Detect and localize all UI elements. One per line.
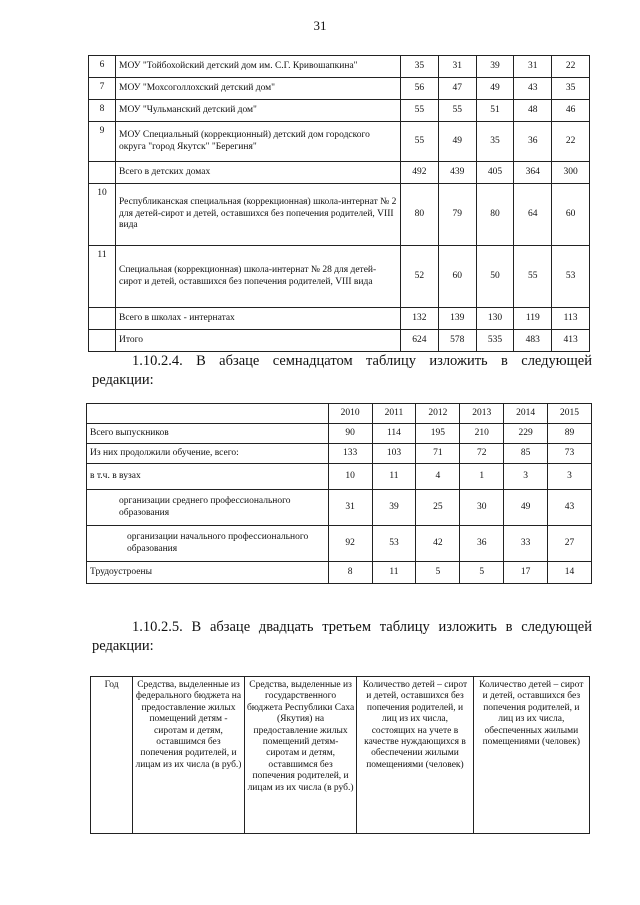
value-cell: 50 [476,246,514,308]
row-label: организации начального профессионального образования [87,526,329,562]
institution-name: Итого [116,330,401,352]
value-cell: 27 [548,526,592,562]
year-header: 2010 [328,404,372,424]
value-cell: 405 [476,162,514,184]
value-cell: 624 [401,330,439,352]
institution-name: Всего в детских домах [116,162,401,184]
row-number [89,162,116,184]
year-header: 2011 [372,404,416,424]
value-cell: 132 [401,308,439,330]
value-cell: 133 [328,444,372,464]
value-cell: 60 [552,184,590,246]
header-empty-cell [87,404,329,424]
row-label: Из них продолжили обучение, всего: [87,444,329,464]
table-row [87,464,592,490]
value-cell: 53 [372,526,416,562]
column-header: Средства, выделенные из государственного бюджета Республики Саха (Якутия) на предоставление жилых помещений детям-сиротам и детям, оставшимся без попечения родителей, и лицам из их числа (в руб.) [244,677,356,834]
table-row [89,100,590,122]
paragraph-1-line-2: редакции: [92,372,154,388]
row-number: 7 [89,78,116,100]
value-cell: 31 [328,490,372,526]
table-row [89,330,590,352]
value-cell: 364 [514,162,552,184]
value-cell: 80 [476,184,514,246]
table-row [89,122,590,162]
value-cell: 11 [372,464,416,490]
row-number: 10 [89,184,116,246]
value-cell: 130 [476,308,514,330]
value-cell: 14 [548,562,592,584]
value-cell: 80 [401,184,439,246]
value-cell: 64 [514,184,552,246]
value-cell: 56 [401,78,439,100]
value-cell: 5 [416,562,460,584]
row-label: Трудоустроены [87,562,329,584]
value-cell: 53 [552,246,590,308]
institution-name: МОУ Специальный (коррекционный) детский дом городского округа "город Якутск" "Берегиня" [116,122,401,162]
value-cell: 114 [372,424,416,444]
column-header: Количество детей – сирот и детей, оставшихся без попечения родителей, и лиц из их числа, состоящих на учете в качестве нуждающихся в обеспечении жилыми помещениями (человек) [357,677,473,834]
paragraph-2-line-1: 1.10.2.5. В абзаце двадцать третьем таблицу изложить в следующей [132,619,592,635]
value-cell: 113 [552,308,590,330]
value-cell: 229 [504,424,548,444]
value-cell: 42 [416,526,460,562]
value-cell: 35 [401,56,439,78]
paragraph-2-line-2: редакции: [92,638,154,654]
value-cell: 79 [438,184,476,246]
value-cell: 195 [416,424,460,444]
value-cell: 48 [514,100,552,122]
row-label: в т.ч. в вузах [87,464,329,490]
year-header: 2013 [460,404,504,424]
value-cell: 103 [372,444,416,464]
value-cell: 90 [328,424,372,444]
institution-name: Республиканская специальная (коррекционная) школа-интернат № 2 для детей-сирот и детей, оставшихся без попечения родителей, VIII вида [116,184,401,246]
value-cell: 92 [328,526,372,562]
value-cell: 33 [504,526,548,562]
row-number: 11 [89,246,116,308]
value-cell: 17 [504,562,548,584]
row-number: 6 [89,56,116,78]
value-cell: 439 [438,162,476,184]
value-cell: 35 [552,78,590,100]
value-cell: 36 [460,526,504,562]
value-cell: 31 [438,56,476,78]
value-cell: 51 [476,100,514,122]
year-header: 2015 [548,404,592,424]
value-cell: 36 [514,122,552,162]
housing-table [90,676,590,834]
column-header: Средства, выделенные из федерального бюджета на предоставление жилых помещений детям - сиротам и детям, оставшимся без попечения родителей, и лицам из их числа (в руб.) [133,677,245,834]
children-homes-table [88,55,590,352]
row-number: 8 [89,100,116,122]
value-cell: 5 [460,562,504,584]
value-cell: 49 [504,490,548,526]
table-row [89,184,590,246]
value-cell: 30 [460,490,504,526]
value-cell: 483 [514,330,552,352]
value-cell: 535 [476,330,514,352]
year-header: 2014 [504,404,548,424]
value-cell: 119 [514,308,552,330]
table-row [89,78,590,100]
value-cell: 46 [552,100,590,122]
table-row [89,56,590,78]
institution-name: МОУ "Тойбохойский детский дом им. С.Г. Кривошапкина" [116,56,401,78]
value-cell: 25 [416,490,460,526]
value-cell: 49 [438,122,476,162]
value-cell: 413 [552,330,590,352]
value-cell: 55 [401,122,439,162]
table-row [89,246,590,308]
value-cell: 43 [514,78,552,100]
year-header: 2012 [416,404,460,424]
value-cell: 71 [416,444,460,464]
table-row [87,424,592,444]
value-cell: 55 [401,100,439,122]
value-cell: 60 [438,246,476,308]
value-cell: 89 [548,424,592,444]
value-cell: 52 [401,246,439,308]
value-cell: 22 [552,56,590,78]
institution-name: Всего в школах - интернатах [116,308,401,330]
value-cell: 55 [438,100,476,122]
institution-name: МОУ "Чульманский детский дом" [116,100,401,122]
value-cell: 39 [476,56,514,78]
value-cell: 39 [372,490,416,526]
value-cell: 4 [416,464,460,490]
institution-name: Специальная (коррекционная) школа-интернат № 28 для детей-сирот и детей, оставшихся без попечения родителей, VIII вида [116,246,401,308]
value-cell: 10 [328,464,372,490]
value-cell: 43 [548,490,592,526]
value-cell: 11 [372,562,416,584]
row-number [89,308,116,330]
value-cell: 3 [504,464,548,490]
value-cell: 139 [438,308,476,330]
table-row [87,562,592,584]
value-cell: 300 [552,162,590,184]
value-cell: 1 [460,464,504,490]
value-cell: 35 [476,122,514,162]
value-cell: 47 [438,78,476,100]
column-header: Год [91,677,133,834]
page-number: 31 [313,18,327,33]
value-cell: 72 [460,444,504,464]
value-cell: 55 [514,246,552,308]
value-cell: 492 [401,162,439,184]
table-row [89,308,590,330]
table-row [87,526,592,562]
value-cell: 22 [552,122,590,162]
value-cell: 578 [438,330,476,352]
institution-name: МОУ "Мохсоголлохский детский дом" [116,78,401,100]
table-row [87,444,592,464]
header-row [87,404,592,424]
table-row [89,162,590,184]
table-row [87,490,592,526]
row-number [89,330,116,352]
value-cell: 73 [548,444,592,464]
column-header: Количество детей – сирот и детей, оставшихся без попечения родителей, и лиц из их числа, обеспеченных жилыми помещениями (человек) [473,677,589,834]
paragraph-1-line-1: 1.10.2.4. В абзаце семнадцатом таблицу изложить в следующей [132,353,592,369]
value-cell: 85 [504,444,548,464]
value-cell: 210 [460,424,504,444]
row-label: организации среднего профессионального образования [87,490,329,526]
value-cell: 31 [514,56,552,78]
graduates-table [86,403,592,584]
value-cell: 3 [548,464,592,490]
value-cell: 8 [328,562,372,584]
row-label: Всего выпускников [87,424,329,444]
row-number: 9 [89,122,116,162]
value-cell: 49 [476,78,514,100]
